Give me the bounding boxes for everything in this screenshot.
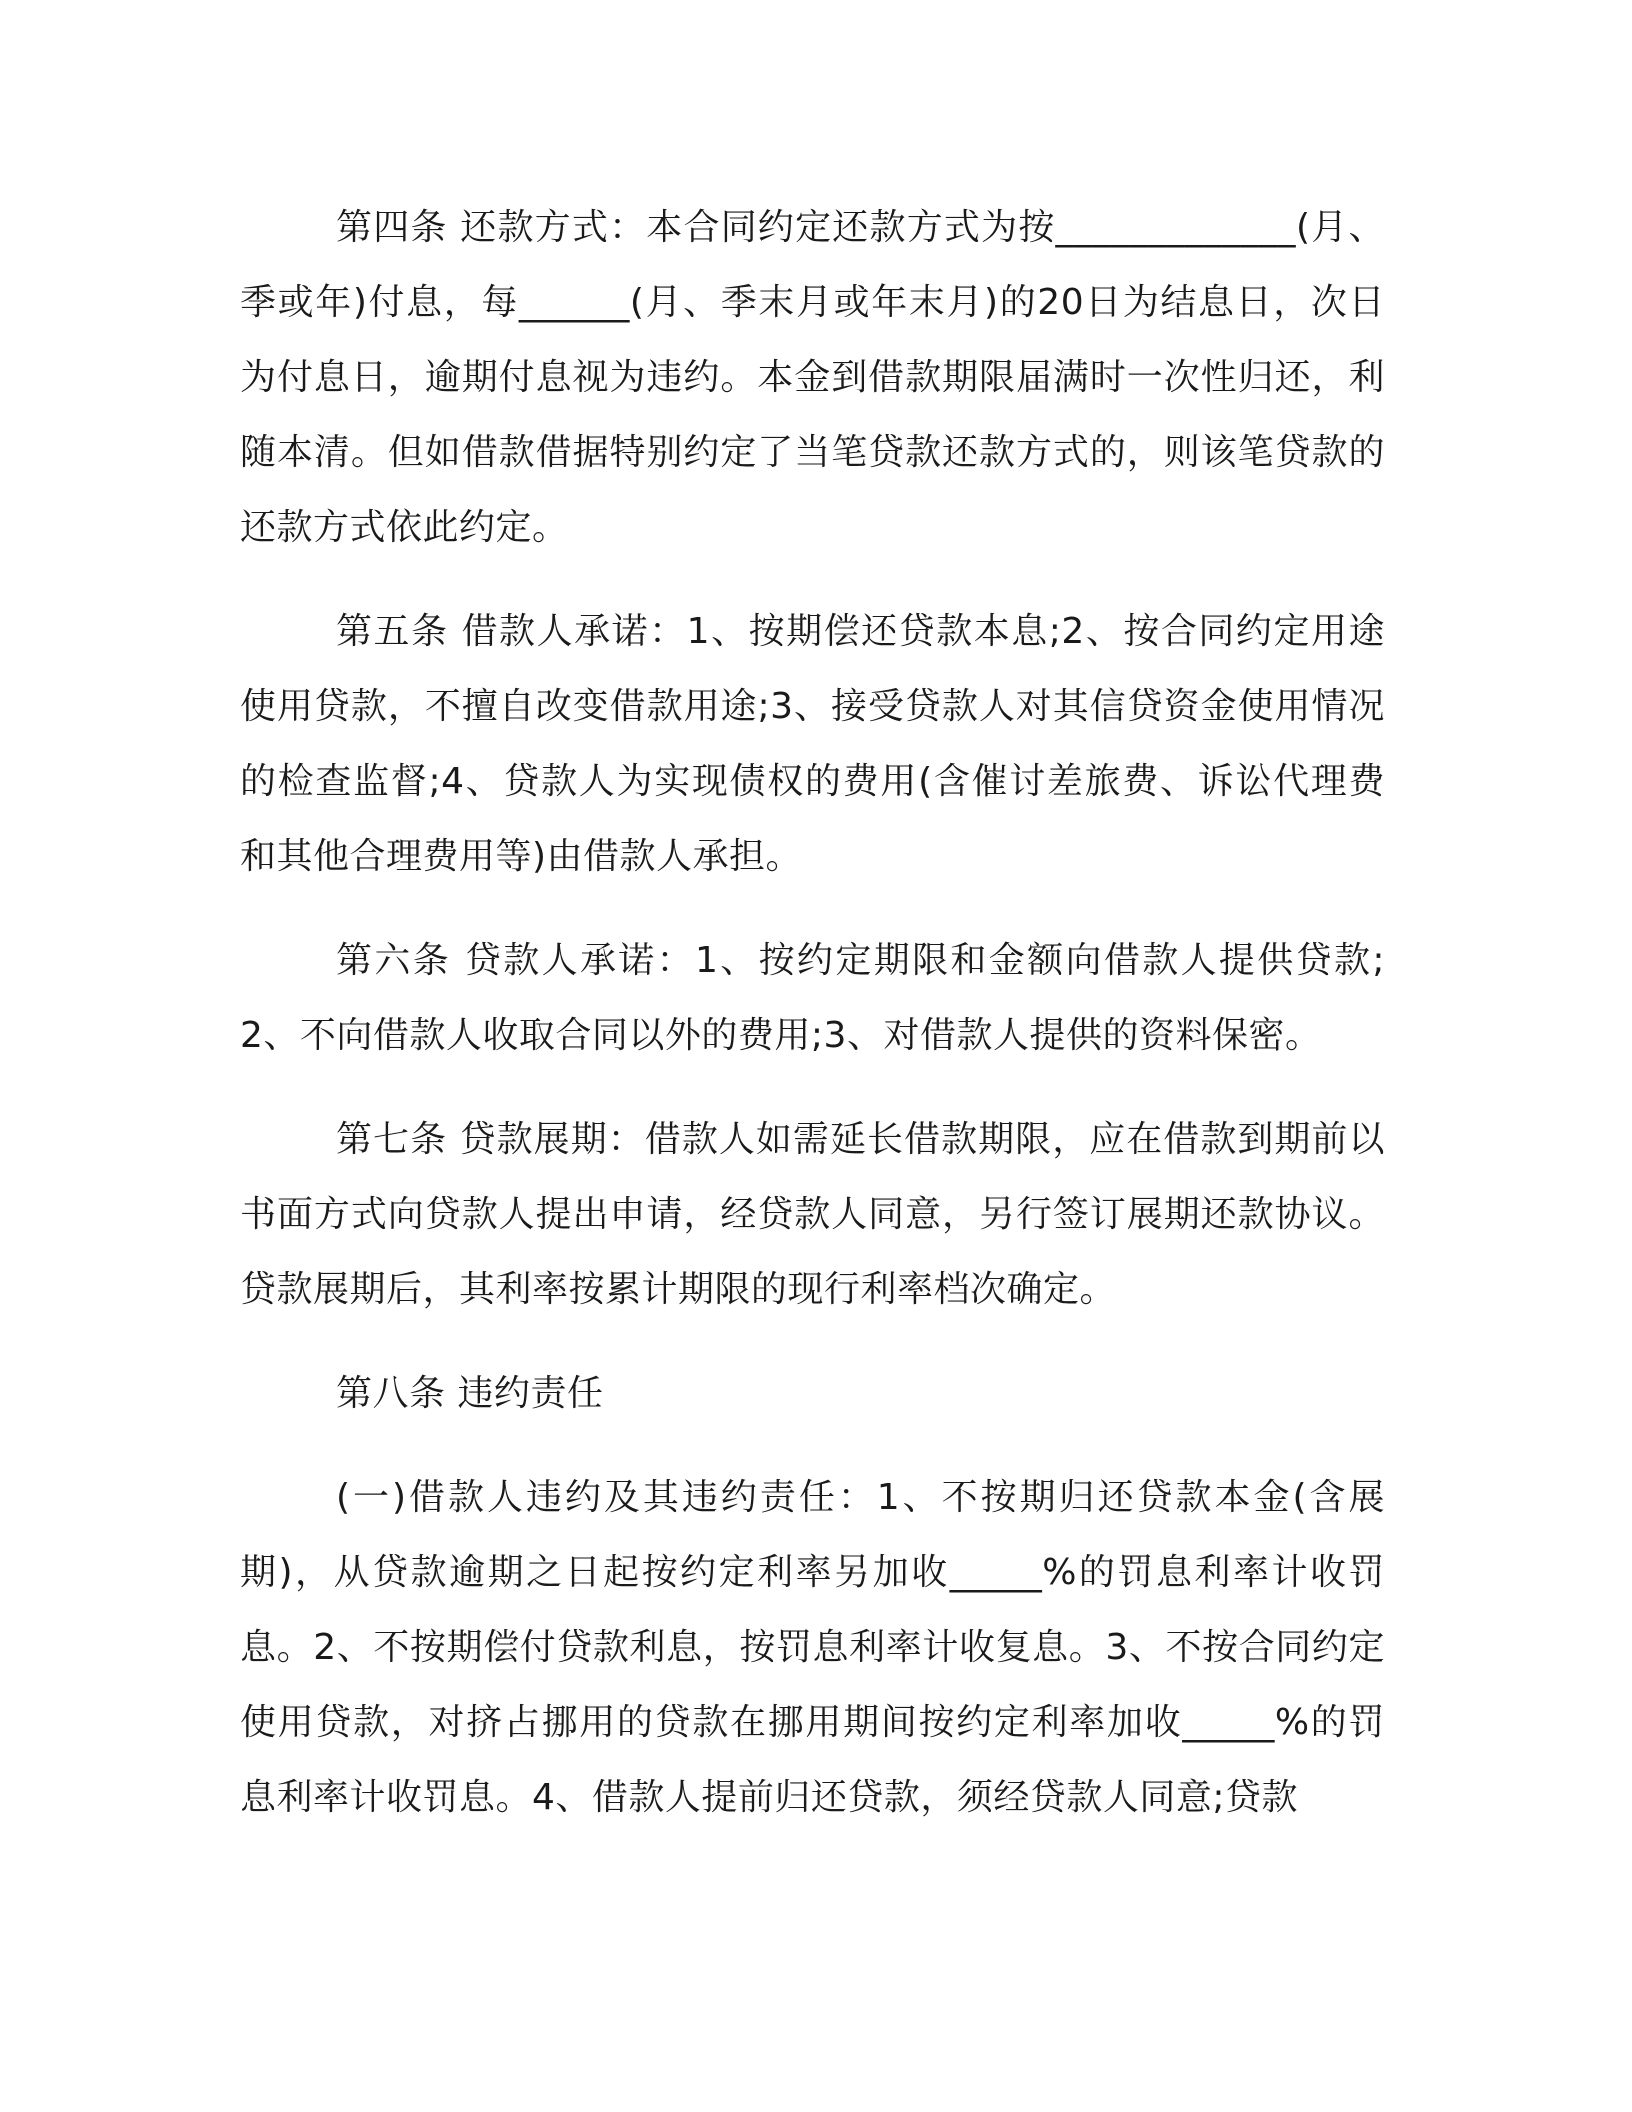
article-8-heading: 第八条 违约责任	[336, 1373, 604, 1414]
article-8-clause-1: (一)借款人违约及其违约责任：1、不按期归还贷款本金(含展期)，从贷款逾期之日起按约定利率另加收_____%的罚息利率计收罚息。2、不按期偿付贷款利息，按罚息利率计收复息。3、不按合同约定使用贷款，对挤占挪用的贷款在挪用期间按约定利率加收_____%的罚息利率计收罚息。4、借款人提前归还贷款，须经贷款人同意;贷款	[240, 1477, 1385, 1818]
article-5-borrower-commitments: 第五条 借款人承诺：1、按期偿还贷款本息;2、按合同约定用途使用贷款，不擅自改变借款用途;3、接受贷款人对其信贷资金使用情况的检查监督;4、贷款人为实现债权的费用(含催讨差旅费、诉讼代理费和其他合理费用等)由借款人承担。	[240, 611, 1385, 877]
article-4-repayment-method: 第四条 还款方式：本合同约定还款方式为按_____________(月、季或年)付息，每______(月、季末月或年末月)的20日为结息日，次日为付息日，逾期付息视为违约。本金到借款期限届满时一次性归还，利随本清。但如借款借据特别约定了当笔贷款还款方式的，则该笔贷款的还款方式依此约定。	[240, 207, 1385, 548]
document-body	[240, 190, 1385, 1864]
article-6-lender-commitments: 第六条 贷款人承诺：1、按约定期限和金额向借款人提供贷款;2、不向借款人收取合同以外的费用;3、对借款人提供的资料保密。	[240, 940, 1385, 1056]
article-7-loan-extension: 第七条 贷款展期：借款人如需延长借款期限，应在借款到期前以书面方式向贷款人提出申请，经贷款人同意，另行签订展期还款协议。贷款展期后，其利率按累计期限的现行利率档次确定。	[240, 1119, 1385, 1310]
